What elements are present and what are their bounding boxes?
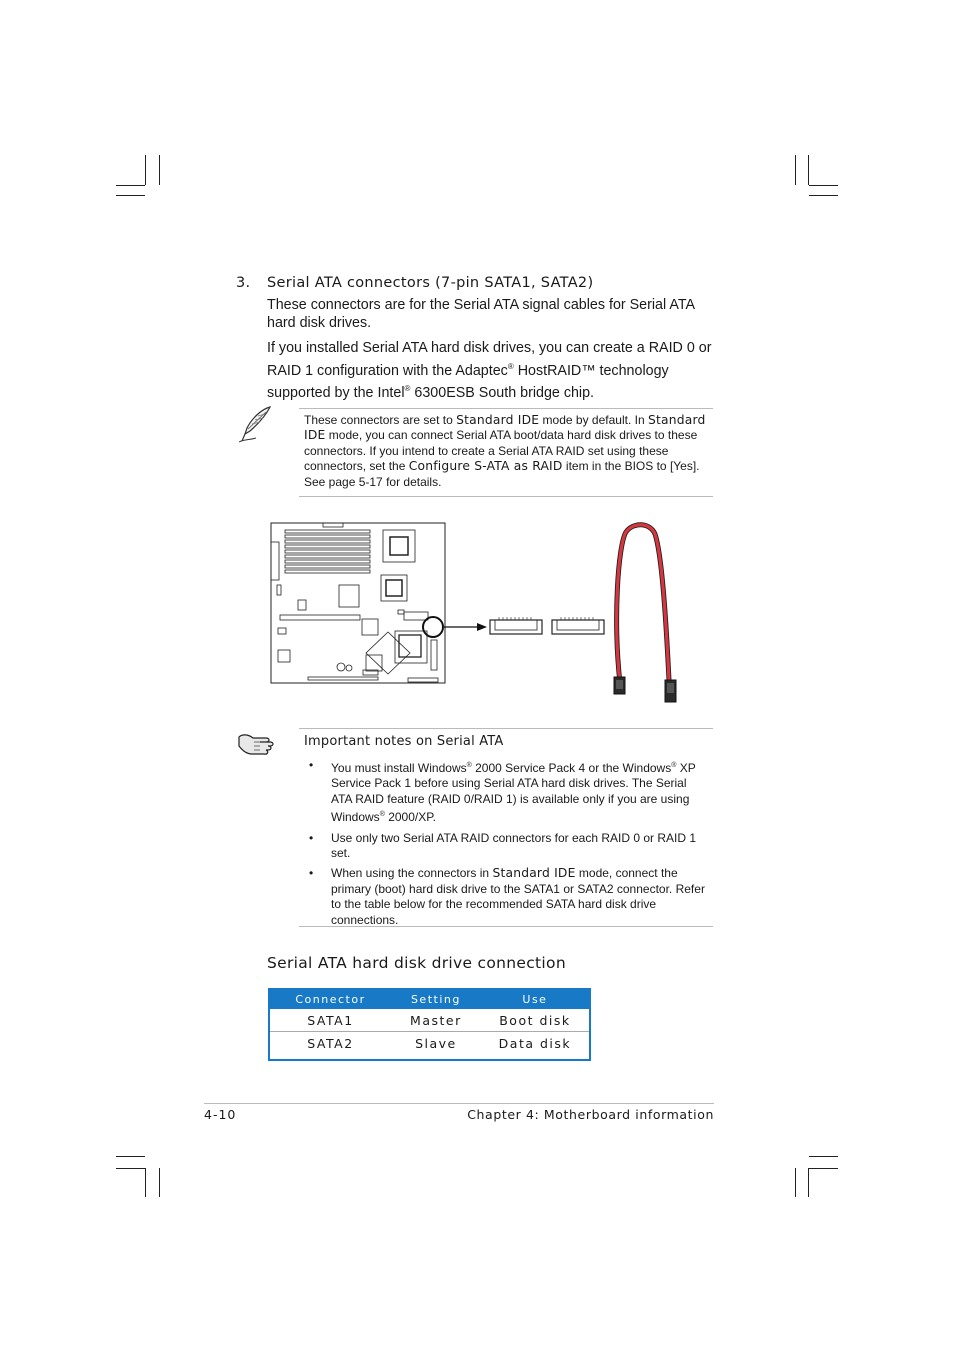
bullet-text: mode, connect the primary (boot) hard disk drive to the SATA1 or SATA2 connector. Refer to the table below for the recommended SATA hard disk drive connections. (331, 866, 705, 927)
sata-connector-1 (490, 617, 542, 634)
header-use: Use (481, 989, 590, 1009)
crop-mark (116, 195, 145, 196)
page-number: 4-10 (204, 1107, 237, 1122)
crop-mark (116, 1168, 145, 1169)
raid-text-3: 6300ESB South bridge chip. (410, 384, 595, 401)
crop-mark (795, 1168, 796, 1197)
crop-mark (809, 1168, 838, 1169)
note-keyword: Standard IDE (456, 413, 540, 427)
note-text-part: item in the BIOS to [Yes]. See page 5-17 for details. (304, 459, 700, 489)
sata-cable (617, 525, 669, 683)
important-notes-box (299, 728, 713, 927)
table-row (269, 1009, 590, 1032)
sata-connector-2 (552, 617, 604, 634)
registered-mark: ® (404, 383, 411, 393)
raid-text-2: HostRAID™ technology supported by the Intel (267, 362, 669, 401)
pointer-arrow (477, 623, 487, 631)
crop-mark (808, 1168, 809, 1197)
crop-mark (795, 155, 796, 185)
note-text-part: These connectors are set to (304, 413, 457, 427)
bullet-text: Use only two Serial ATA RAID connectors for each RAID 0 or RAID 1 set. (331, 830, 697, 861)
crop-mark (145, 155, 146, 185)
header-setting: Setting (391, 989, 481, 1009)
motherboard-sata-diagram (268, 520, 688, 710)
crop-mark (116, 185, 145, 186)
list-item (304, 866, 709, 928)
registered-mark: ® (507, 361, 514, 371)
sata-location-highlight (423, 617, 443, 637)
note-keyword: Standard IDE (304, 413, 706, 443)
note-text (299, 409, 713, 495)
list-item (304, 758, 709, 826)
raid-text-1: If you installed Serial ATA hard disk drives, you can create a RAID 0 or RAID 1 configuration with the Adaptec (267, 340, 712, 379)
crop-mark (159, 1168, 160, 1197)
registered-mark: ® (466, 762, 472, 769)
connection-heading: Serial ATA hard disk drive connection (267, 954, 566, 972)
bullet-dot: • (309, 830, 314, 845)
registered-mark: ® (671, 762, 677, 769)
paragraph-intro: These connectors are for the Serial ATA signal cables for Serial ATA hard disk drives. (267, 297, 695, 331)
section-heading (236, 275, 593, 291)
motherboard-outline (271, 523, 445, 683)
table-cell: Master (391, 1009, 481, 1032)
table-row (269, 1032, 590, 1061)
note-keyword: Configure S-ATA as RAID (408, 459, 563, 474)
note-text-part: mode, you can connect Serial ATA boot/data hard disk drives to these connectors. If you intend to create a Serial ATA RAID set using these connectors, set the (304, 428, 698, 474)
footer-divider (204, 1103, 714, 1104)
bullet-dot: • (309, 758, 314, 772)
sata-connection-table (268, 988, 591, 1061)
paragraph-raid (267, 340, 717, 402)
chapter-title: Chapter 4: Motherboard information (467, 1107, 714, 1122)
bullet-text: 2000 Service Pack 4 or the Windows (471, 761, 672, 775)
note-box (299, 408, 713, 497)
note-text-part: mode by default. In (539, 413, 648, 427)
bullet-dot: • (309, 866, 314, 881)
crop-mark (145, 1168, 146, 1197)
section-title: Serial ATA connectors (7-pin SATA1, SATA2) (267, 275, 594, 291)
crop-mark (809, 185, 838, 186)
pen-icon (236, 404, 274, 444)
crop-mark (809, 195, 838, 196)
board-components (271, 523, 438, 682)
table-cell: Slave (415, 1035, 457, 1051)
bullet-text: You must install Windows (331, 761, 467, 775)
sata-cable-plug-left (614, 677, 625, 694)
crop-mark (808, 155, 809, 185)
section-number: 3. (236, 275, 251, 291)
list-item (304, 831, 709, 862)
important-title: Important notes on Serial ATA (304, 734, 504, 749)
bullet-text: When using the connectors in (331, 866, 493, 881)
table-cell: Boot disk (481, 1009, 590, 1032)
sata-cable-plug-right (665, 680, 676, 702)
table-cell: SATA2 (307, 1035, 354, 1051)
table-cell: Data disk (498, 1035, 572, 1051)
table-cell: SATA1 (269, 1009, 391, 1032)
bullet-keyword: Standard IDE (492, 866, 576, 881)
header-connector: Connector (269, 989, 391, 1009)
crop-mark (116, 1156, 145, 1157)
table-header-row (269, 989, 590, 1009)
hand-icon (236, 728, 276, 760)
important-bullets (304, 758, 709, 928)
bullet-text: 2000/XP. (384, 810, 437, 825)
bullet-text: XP Service Pack 1 before using Serial ATA hard disk drives. The Serial ATA RAID feature (RAID 0/RAID 1) is available only if you are using Windows (331, 761, 696, 825)
registered-mark: ® (379, 811, 385, 819)
crop-mark (809, 1156, 838, 1157)
crop-mark (159, 155, 160, 185)
